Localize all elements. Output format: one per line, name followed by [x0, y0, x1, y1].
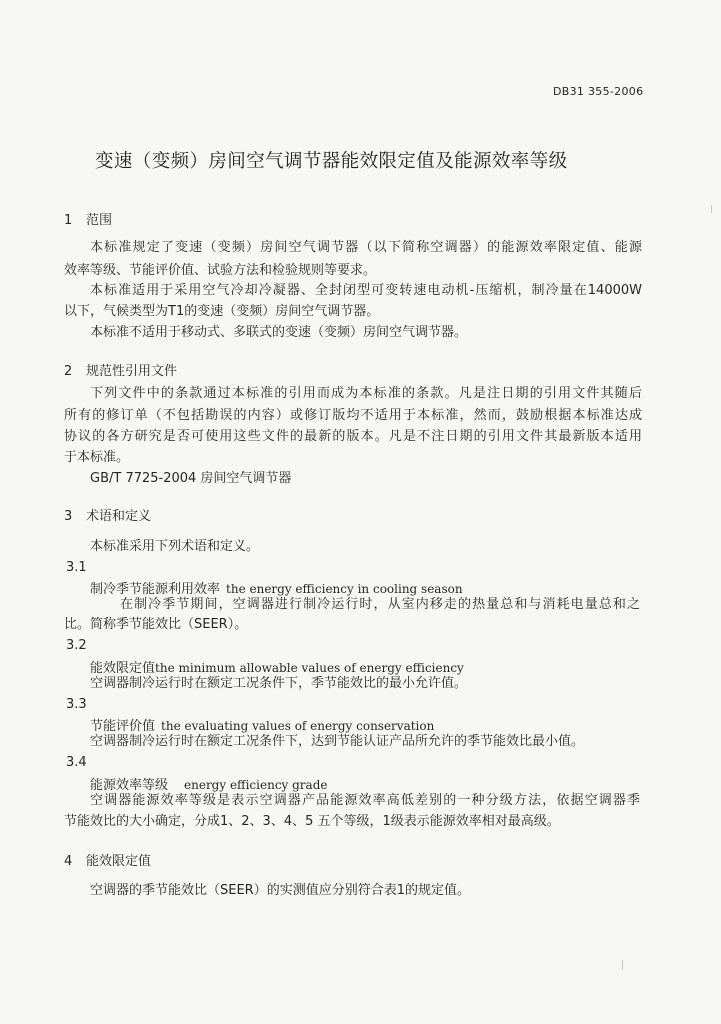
section-number: 4 — [64, 854, 73, 869]
doc-code: DB31 355-2006 — [553, 85, 644, 98]
definition-line: 空调器能源效率等级是表示空调器产品能源效率高低差别的一种分级方法，依据空调器季 — [90, 793, 640, 808]
section-title: 术语和定义 — [86, 509, 152, 524]
paragraph-line: 下列文件中的条款通过本标准的引用而成为本标准的条款。凡是注日期的引用文件其随后 — [90, 386, 642, 401]
paragraph-line: 本标准适用于采用空气冷却冷凝器、全封闭型可变转速电动机-压缩机，制冷量在14000W — [90, 283, 642, 298]
paragraph-line: 所有的修订单（不包括勘误的内容）或修订版均不适用于本标准，然而，鼓励根据本标准达成 — [64, 408, 642, 423]
section-4-heading — [64, 850, 151, 869]
definition-line: 空调器制冷运行时在额定工况条件下，季节能效比的最小允许值。 — [90, 676, 468, 691]
paragraph-line: 本标准规定了变速（变频）房间空气调节器（以下简称空调器）的能源效率限定值、能源 — [90, 240, 642, 255]
term-3-4 — [90, 774, 327, 793]
term-cn: 制冷季节能源利用效率 — [90, 582, 221, 597]
section-title: 范围 — [86, 213, 113, 228]
term-en: energy efficiency grade — [184, 778, 328, 792]
term-en: the energy efficiency in cooling season — [226, 582, 463, 596]
term-cn: 能源效率等级 — [90, 778, 169, 793]
definition-line: 节能效比的大小确定，分成1、2、3、4、5 五个等级，1级表示能源效率相对最高级。 — [64, 814, 560, 829]
paragraph-line: 于本标准。 — [64, 450, 130, 465]
section-title: 规范性引用文件 — [86, 364, 178, 379]
section-1-heading — [64, 209, 112, 228]
term-cn: 能效限定值 — [90, 661, 156, 676]
paragraph-line: 以下，气候类型为T1的变速（变频）房间空气调节器。 — [64, 304, 380, 319]
term-en: the evaluating values of energy conservation — [161, 719, 435, 733]
clause-number: 3.3 — [66, 697, 87, 712]
section-number: 3 — [64, 509, 73, 524]
section-3-heading — [64, 505, 151, 524]
clause-number: 3.4 — [66, 755, 87, 770]
definition-line: 比。简称季节能效比（SEER）。 — [64, 617, 248, 632]
definition-line: 空调器制冷运行时在额定工况条件下，达到节能认证产品所允许的季节能效比最小值。 — [90, 734, 585, 749]
paragraph-line: 本标准不适用于移动式、多联式的变速（变频）房间空气调节器。 — [90, 325, 468, 340]
term-3-1 — [90, 578, 463, 597]
reference-line: GB/T 7725-2004 房间空气调节器 — [90, 471, 292, 486]
clause-number: 3.2 — [66, 638, 87, 653]
definition-line: 在制冷季节期间，空调器进行制冷运行时，从室内移走的热量总和与消耗电量总和之 — [120, 597, 640, 612]
section-number: 2 — [64, 364, 73, 379]
section-2-heading — [64, 360, 177, 379]
document-title: 变速（变频）房间空气调节器能效限定值及能源效率等级 — [95, 151, 568, 172]
term-en: the minimum allowable values of energy efficiency — [155, 661, 464, 675]
paragraph-line: 协议的各方研究是否可使用这些文件的最新的版本。凡是不注日期的引用文件其最新版本适用 — [64, 429, 642, 444]
paragraph-line: 效率等级、节能评价值、试验方法和检验规则等要求。 — [64, 263, 377, 278]
clause-number: 3.1 — [66, 560, 87, 575]
paragraph-line: 空调器的季节能效比（SEER）的实测值应分别符合表1的规定值。 — [90, 883, 470, 898]
paragraph-line: 本标准采用下列术语和定义。 — [90, 539, 260, 554]
term-3-3 — [90, 715, 434, 734]
section-number: 1 — [64, 213, 73, 228]
term-3-2 — [90, 657, 464, 676]
scan-artifact — [711, 205, 712, 213]
term-cn: 节能评价值 — [90, 719, 156, 734]
scan-artifact — [622, 960, 623, 970]
section-title: 能效限定值 — [86, 854, 152, 869]
